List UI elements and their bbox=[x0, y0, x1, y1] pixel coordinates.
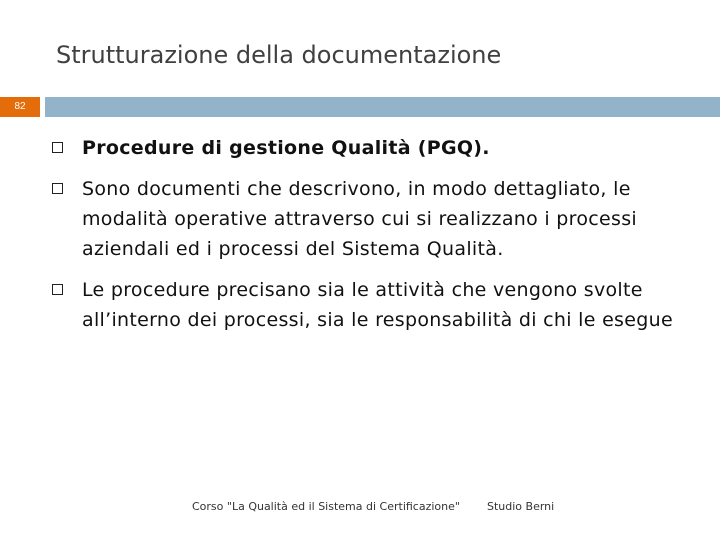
accent-bar bbox=[45, 97, 720, 117]
page-number: 82 bbox=[14, 101, 26, 112]
bullet-item bbox=[52, 133, 692, 163]
footer-course: Corso "La Qualità ed il Sistema di Certificazione" bbox=[192, 500, 460, 513]
slide-title: Strutturazione della documentazione bbox=[56, 41, 502, 69]
bullet-item bbox=[52, 275, 692, 335]
bullet-text: Le procedure precisano sia le attività che vengono svolte all’interno dei processi, sia le responsabilità di chi le esegue bbox=[82, 279, 673, 331]
bullet-text: Procedure di gestione Qualità (PGQ). bbox=[82, 137, 490, 159]
hollow-square-icon bbox=[52, 284, 63, 295]
hollow-square-icon bbox=[52, 183, 63, 194]
footer-studio: Studio Berni bbox=[487, 500, 555, 513]
bullet-list bbox=[52, 133, 692, 346]
bullet-item bbox=[52, 174, 692, 264]
hollow-square-icon bbox=[52, 142, 63, 153]
bullet-text: Sono documenti che descrivono, in modo dettagliato, le modalità operative attraverso cui si realizzano i processi aziendali ed i processi del Sistema Qualità. bbox=[82, 178, 637, 260]
page-number-badge bbox=[0, 97, 40, 117]
